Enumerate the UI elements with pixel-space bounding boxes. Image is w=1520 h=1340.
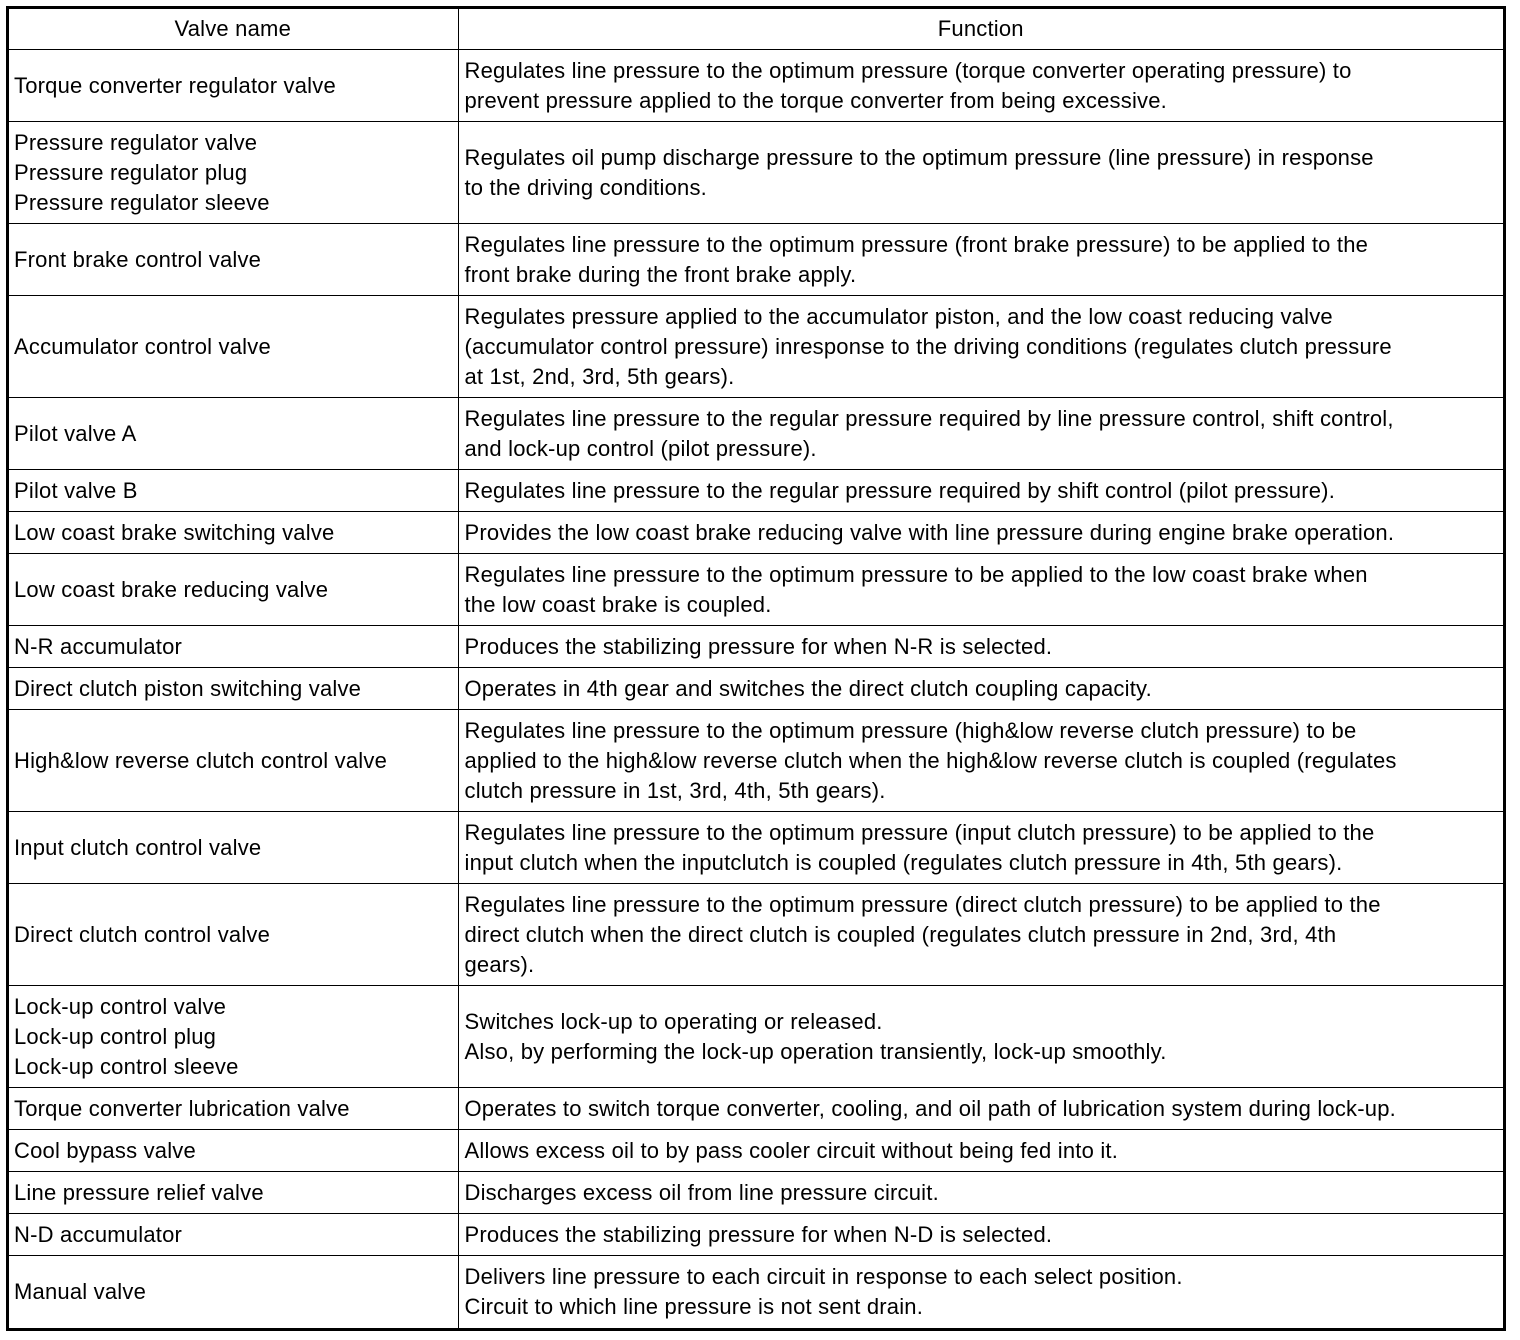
function-line: Regulates line pressure to the regular pressure required by line pressure control, shift control, xyxy=(464,405,1394,431)
valve-name-line: N-D accumulator xyxy=(14,1221,183,1247)
function-line: Operates in 4th gear and switches the direct clutch coupling capacity. xyxy=(464,675,1152,701)
function-line: Provides the low coast brake reducing valve with line pressure during engine brake operation. xyxy=(464,519,1395,545)
valve-name-cell xyxy=(9,1130,458,1172)
function-cell xyxy=(458,512,1503,554)
valve-name-cell xyxy=(9,1256,458,1328)
table-row xyxy=(9,668,1503,710)
valve-name-cell xyxy=(9,470,458,512)
function-line: Produces the stabilizing pressure for when N-R is selected. xyxy=(464,633,1053,659)
table-row xyxy=(9,710,1503,812)
function-line: Regulates oil pump discharge pressure to the optimum pressure (line pressure) in response xyxy=(464,144,1374,170)
valve-name-cell xyxy=(9,986,458,1088)
function-cell xyxy=(458,224,1503,296)
valve-name-line: Low coast brake reducing valve xyxy=(14,576,329,602)
table-row xyxy=(9,1088,1503,1130)
function-line: input clutch when the inputclutch is coupled (regulates clutch pressure in 4th, 5th gears). xyxy=(464,849,1343,875)
function-cell xyxy=(458,470,1503,512)
valve-name-line: Torque converter lubrication valve xyxy=(14,1095,350,1121)
valve-name-cell xyxy=(9,812,458,884)
function-cell xyxy=(458,1130,1503,1172)
table-row xyxy=(9,1256,1503,1328)
function-line: Circuit to which line pressure is not sent drain. xyxy=(464,1293,924,1319)
table-row xyxy=(9,512,1503,554)
valve-name-line: Input clutch control valve xyxy=(14,834,262,860)
function-cell xyxy=(458,884,1503,986)
valve-name-cell xyxy=(9,1172,458,1214)
table-row xyxy=(9,626,1503,668)
valve-name-cell xyxy=(9,224,458,296)
valve-name-cell xyxy=(9,296,458,398)
table-row xyxy=(9,398,1503,470)
table-row xyxy=(9,50,1503,122)
function-line: Allows excess oil to by pass cooler circuit without being fed into it. xyxy=(464,1137,1119,1163)
function-line: Regulates line pressure to the optimum pressure (input clutch pressure) to be applied to the xyxy=(464,819,1375,845)
function-line: Also, by performing the lock-up operation transiently, lock-up smoothly. xyxy=(464,1038,1167,1064)
function-line: (accumulator control pressure) inresponse to the driving conditions (regulates clutch pressure xyxy=(464,333,1392,359)
function-header: Function xyxy=(458,9,1503,50)
valve-name-line: Direct clutch control valve xyxy=(14,921,271,947)
function-cell xyxy=(458,398,1503,470)
table-row xyxy=(9,296,1503,398)
table-row xyxy=(9,884,1503,986)
function-line: gears). xyxy=(464,951,535,977)
function-cell xyxy=(458,812,1503,884)
valve-name-cell xyxy=(9,1214,458,1256)
table-row xyxy=(9,986,1503,1088)
valve-name-line: Cool bypass valve xyxy=(14,1137,196,1163)
function-cell xyxy=(458,122,1503,224)
function-line: direct clutch when the direct clutch is coupled (regulates clutch pressure in 2nd, 3rd, 4th xyxy=(464,921,1337,947)
function-cell xyxy=(458,1088,1503,1130)
table-row xyxy=(9,1214,1503,1256)
function-line: Regulates line pressure to the optimum pressure to be applied to the low coast brake when xyxy=(464,561,1368,587)
valve-name-line: Pressure regulator sleeve xyxy=(14,189,270,215)
function-line: applied to the high&low reverse clutch when the high&low reverse clutch is coupled (regulates xyxy=(464,747,1397,773)
valve-name-header: Valve name xyxy=(9,9,458,50)
valve-name-cell xyxy=(9,512,458,554)
function-line: Delivers line pressure to each circuit in response to each select position. xyxy=(464,1263,1183,1289)
valve-name-line: Lock-up control plug xyxy=(14,1023,217,1049)
function-line: front brake during the front brake apply. xyxy=(464,261,857,287)
valve-name-line: High&low reverse clutch control valve xyxy=(14,747,387,773)
function-cell xyxy=(458,986,1503,1088)
valve-name-line: Line pressure relief valve xyxy=(14,1179,264,1205)
valve-name-line: Lock-up control sleeve xyxy=(14,1053,239,1079)
valve-name-cell xyxy=(9,884,458,986)
function-cell xyxy=(458,554,1503,626)
function-cell xyxy=(458,296,1503,398)
function-cell xyxy=(458,1214,1503,1256)
table-row xyxy=(9,224,1503,296)
valve-name-cell xyxy=(9,626,458,668)
function-line: Regulates pressure applied to the accumulator piston, and the low coast reducing valve xyxy=(464,303,1333,329)
valve-name-line: Pilot valve B xyxy=(14,477,138,503)
valve-name-line: Torque converter regulator valve xyxy=(14,72,336,98)
function-line: Operates to switch torque converter, cooling, and oil path of lubrication system during lock-up. xyxy=(464,1095,1396,1121)
function-line: Switches lock-up to operating or released. xyxy=(464,1008,883,1034)
valve-name-line: Pressure regulator valve xyxy=(14,129,258,155)
valve-name-cell xyxy=(9,554,458,626)
valve-name-cell xyxy=(9,50,458,122)
table-row xyxy=(9,554,1503,626)
function-line: at 1st, 2nd, 3rd, 5th gears). xyxy=(464,363,735,389)
valve-name-cell xyxy=(9,668,458,710)
function-cell xyxy=(458,50,1503,122)
table-body xyxy=(9,50,1503,1328)
valve-name-line: Accumulator control valve xyxy=(14,333,271,359)
function-line: Produces the stabilizing pressure for when N-D is selected. xyxy=(464,1221,1053,1247)
table-row xyxy=(9,122,1503,224)
valve-name-cell xyxy=(9,398,458,470)
valve-function-table xyxy=(9,9,1503,1328)
function-line: the low coast brake is coupled. xyxy=(464,591,772,617)
function-cell xyxy=(458,668,1503,710)
function-line: Regulates line pressure to the optimum pressure (front brake pressure) to be applied to the xyxy=(464,231,1369,257)
function-line: prevent pressure applied to the torque converter from being excessive. xyxy=(464,87,1167,113)
function-cell xyxy=(458,626,1503,668)
valve-name-line: Pressure regulator plug xyxy=(14,159,248,185)
function-line: Regulates line pressure to the optimum pressure (torque converter operating pressure) to xyxy=(464,57,1352,83)
valve-name-cell xyxy=(9,1088,458,1130)
table-row xyxy=(9,1172,1503,1214)
function-line: clutch pressure in 1st, 3rd, 4th, 5th gears). xyxy=(464,777,886,803)
valve-name-line: Front brake control valve xyxy=(14,246,262,272)
function-line: to the driving conditions. xyxy=(464,174,707,200)
function-line: Regulates line pressure to the optimum pressure (high&low reverse clutch pressure) to be xyxy=(464,717,1357,743)
function-line: Discharges excess oil from line pressure circuit. xyxy=(464,1179,939,1205)
function-cell xyxy=(458,1172,1503,1214)
function-cell xyxy=(458,1256,1503,1328)
table-row xyxy=(9,1130,1503,1172)
valve-function-table-frame xyxy=(6,6,1506,1331)
function-line: Regulates line pressure to the regular pressure required by shift control (pilot pressure). xyxy=(464,477,1336,503)
valve-name-cell xyxy=(9,122,458,224)
valve-name-line: Direct clutch piston switching valve xyxy=(14,675,362,701)
table-row xyxy=(9,812,1503,884)
function-cell xyxy=(458,710,1503,812)
valve-name-line: Low coast brake switching valve xyxy=(14,519,335,545)
table-row xyxy=(9,470,1503,512)
function-line: Regulates line pressure to the optimum pressure (direct clutch pressure) to be applied to the xyxy=(464,891,1381,917)
table-header-row xyxy=(9,9,1503,50)
valve-name-line: Manual valve xyxy=(14,1278,147,1304)
function-line: and lock-up control (pilot pressure). xyxy=(464,435,817,461)
valve-name-cell xyxy=(9,710,458,812)
valve-name-line: N-R accumulator xyxy=(14,633,183,659)
valve-name-line: Pilot valve A xyxy=(14,420,137,446)
valve-name-line: Lock-up control valve xyxy=(14,993,227,1019)
